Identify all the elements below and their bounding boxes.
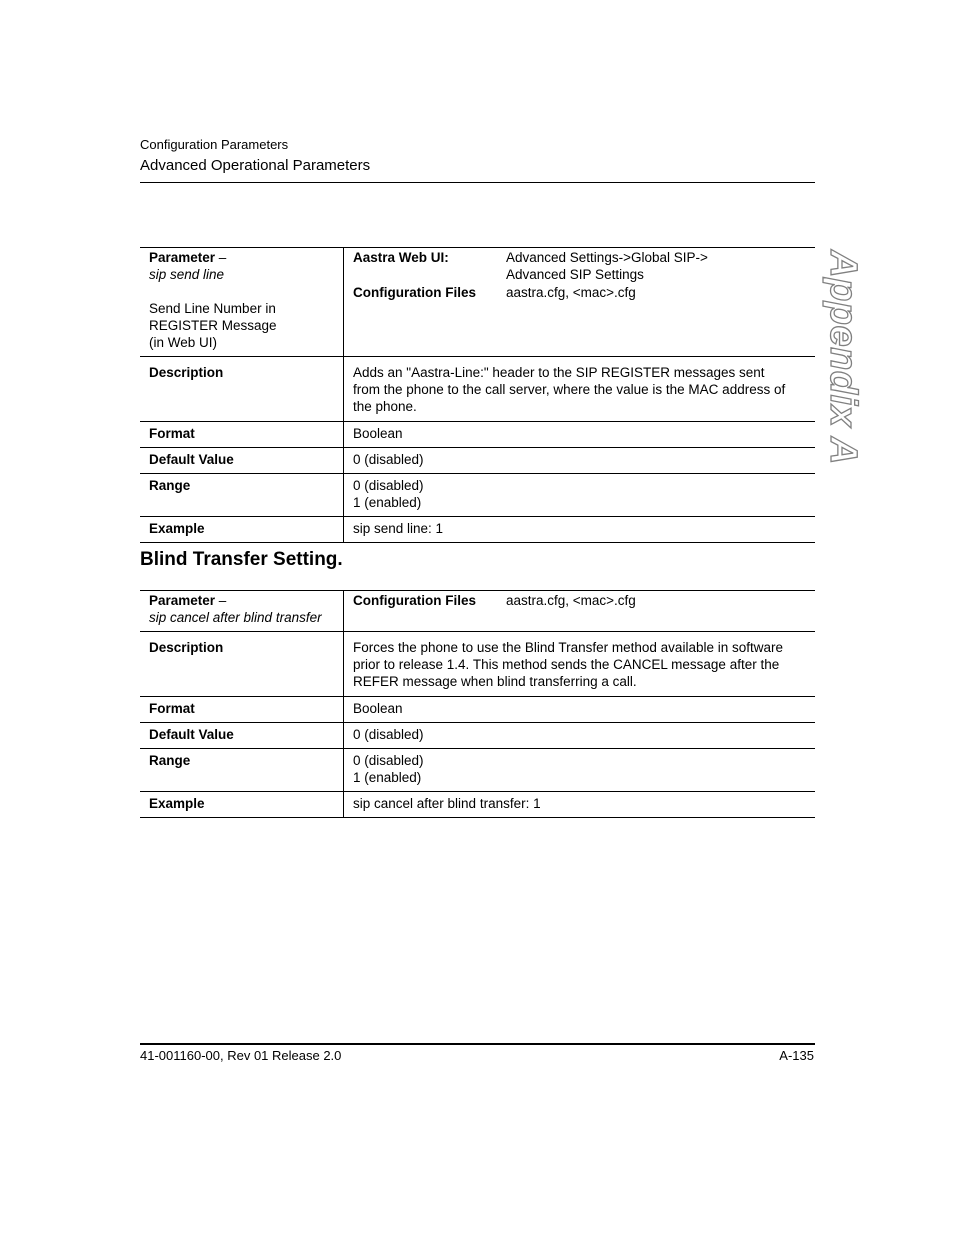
description-line: from the phone to the call server, where the value is the MAC address of: [353, 382, 786, 397]
parameter-ui-name-line: (in Web UI): [149, 335, 218, 350]
row-value: [344, 632, 816, 697]
param-table-sip-send-line: [140, 247, 815, 543]
row-value: [344, 357, 816, 422]
parameter-label: Parameter: [149, 250, 216, 265]
range-line: 1 (enabled): [353, 495, 422, 510]
config-files-entry: [353, 592, 806, 609]
row-value: [344, 749, 816, 792]
config-files-value: aastra.cfg, <mac>.cfg: [506, 593, 636, 608]
range-line: 0 (disabled): [353, 753, 424, 768]
config-files-entry: [353, 284, 806, 301]
row-value: sip send line: 1: [344, 517, 816, 543]
table-row-range: [140, 749, 815, 792]
description-line: the phone.: [353, 399, 417, 414]
parameter-dash: –: [215, 250, 227, 265]
row-label: Format: [140, 697, 344, 723]
description-line: Adds an "Aastra-Line:" header to the SIP REGISTER messages sent: [353, 365, 765, 380]
row-label: Example: [140, 517, 344, 543]
row-label: Default Value: [140, 723, 344, 749]
config-files-value: aastra.cfg, <mac>.cfg: [506, 285, 636, 300]
parameter-ui-name-line: Send Line Number in: [149, 301, 276, 316]
row-value: Boolean: [344, 422, 816, 448]
web-ui-entry: [353, 249, 806, 283]
range-line: 1 (enabled): [353, 770, 422, 785]
running-header-chapter: Configuration Parameters: [140, 137, 289, 152]
row-label: Range: [140, 474, 344, 517]
row-label: Format: [140, 422, 344, 448]
config-files-label: Configuration Files: [353, 593, 476, 608]
footer-document-id: 41-001160-00, Rev 01 Release 2.0: [140, 1048, 342, 1063]
table-row-default-value: [140, 448, 815, 474]
parameter-ui-name-line: REGISTER Message: [149, 318, 277, 333]
location-cell: [344, 248, 816, 357]
description-line: REFER message when blind transferring a call.: [353, 674, 637, 689]
parameter-label: Parameter: [149, 593, 216, 608]
table-row-format: [140, 422, 815, 448]
parameter-name: sip cancel after blind transfer: [149, 610, 322, 625]
table-row-range: [140, 474, 815, 517]
web-ui-label: Aastra Web UI:: [353, 250, 449, 265]
row-label: Description: [140, 357, 344, 422]
appendix-side-tab: [818, 250, 866, 465]
section-title: Blind Transfer Setting.: [140, 549, 343, 570]
description-line: prior to release 1.4. This method sends the CANCEL message after the: [353, 657, 780, 672]
row-label: Example: [140, 792, 344, 818]
table-row-description: [140, 632, 815, 697]
table-row-parameter: [140, 248, 815, 357]
row-value: 0 (disabled): [344, 448, 816, 474]
table-row-example: [140, 792, 815, 818]
row-label: Range: [140, 749, 344, 792]
row-value: 0 (disabled): [344, 723, 816, 749]
footer-page-number: A-135: [779, 1048, 814, 1063]
web-ui-path-line: Advanced SIP Settings: [506, 267, 644, 282]
table-row-default-value: [140, 723, 815, 749]
parameter-dash: –: [215, 593, 227, 608]
description-line: Forces the phone to use the Blind Transfer method available in software: [353, 640, 783, 655]
row-value: sip cancel after blind transfer: 1: [344, 792, 816, 818]
location-cell: [344, 591, 816, 632]
table-row-parameter: [140, 591, 815, 632]
parameter-name: sip send line: [149, 267, 225, 282]
table-row-format: [140, 697, 815, 723]
header-rule: [140, 182, 815, 183]
row-label: Default Value: [140, 448, 344, 474]
parameter-cell: [140, 591, 344, 632]
row-value: [344, 474, 816, 517]
web-ui-path-line: Advanced Settings->Global SIP->: [506, 250, 708, 265]
row-value: Boolean: [344, 697, 816, 723]
parameter-cell: [140, 248, 344, 357]
range-line: 0 (disabled): [353, 478, 424, 493]
table-row-description: [140, 357, 815, 422]
footer-rule: [140, 1043, 815, 1045]
running-header-section: Advanced Operational Parameters: [140, 157, 371, 174]
row-label: Description: [140, 632, 344, 697]
table-row-example: [140, 517, 815, 543]
appendix-side-tab-label: Appendix A: [821, 250, 864, 465]
config-files-label: Configuration Files: [353, 285, 476, 300]
param-table-sip-cancel-after-blind-transfer: [140, 590, 815, 818]
